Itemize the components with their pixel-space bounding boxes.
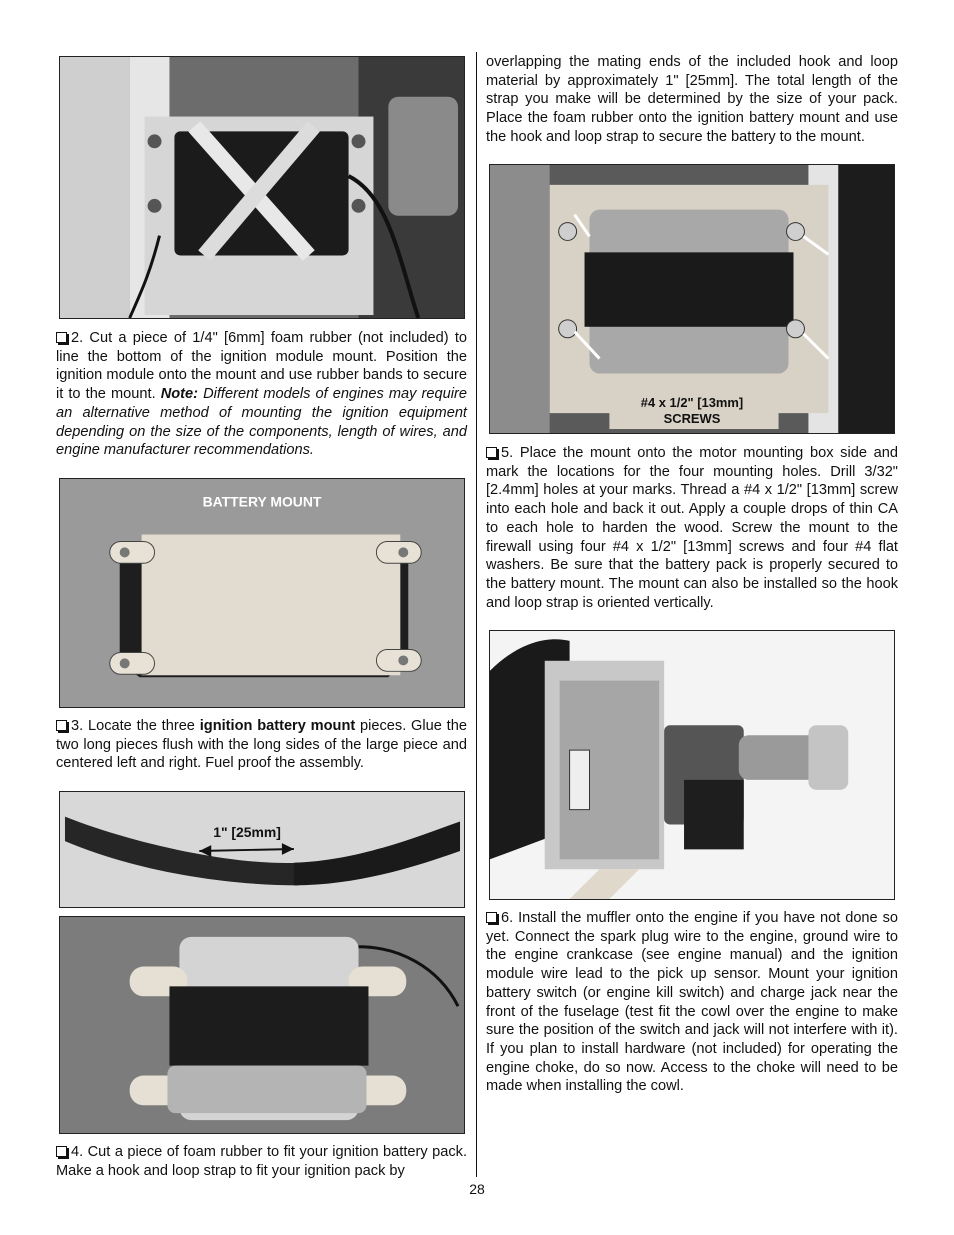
- page-number: 28: [469, 1181, 485, 1197]
- battery-strapped-photo: [59, 916, 465, 1134]
- step-4-continued-text: overlapping the mating ends of the included hook and loop material by approximately 1" [25mm]. The total length of the strap you make will be determined by the size of your pack. Place the foam rubber onto the ignition battery mount and use the hook and loop strap to secure the battery to the mount.: [486, 54, 898, 145]
- mount-screws-photo: [489, 164, 895, 434]
- step-3-text: 3. Locate the three ignition battery mount pieces. Glue the two long pieces flush with the long sides of the large piece and centered left and right. Fuel proof the assembly.: [56, 718, 467, 772]
- strap-photo: [59, 791, 465, 908]
- strap-dimension-label: 1" [25mm]: [213, 824, 281, 841]
- checkbox-icon[interactable]: [486, 447, 497, 458]
- ignition-module-photo: [59, 56, 465, 319]
- step-2-text: 2. Cut a piece of 1/4" [6mm] foam rubber (not included) to line the bottom of the ignition module mount. Position the ignition module onto the mount and use rubber bands to secure it to the mount. Note: Different models of engines may require an alternative method of mounting the ignition equipment depending on the size of the components, length of wires, and engine manufacturer recommendations.: [56, 330, 467, 459]
- engine-photo: [489, 630, 895, 900]
- battery-mount-photo: [59, 478, 465, 708]
- checkbox-icon[interactable]: [56, 332, 67, 343]
- column-divider: [476, 52, 477, 1177]
- screws-caption-line1: #4 x 1/2" [13mm]: [640, 395, 744, 411]
- step-6-text: 6. Install the muffler onto the engine if you have not done so yet. Connect the spark plug wire to the engine, ground wire to the engine crankcase (see engine manual) and the ignition module wire lead to the pick up sensor. Mount your ignition battery switch (or engine kill switch) and charge jack near the front of the fuselage (test fit the cowl over the engine to make sure the position of the switch and jack will not interfere with it). If you plan to install hardware (not included) for operating the engine choke, do so now. Access to the choke will need to be made when installing the cowl.: [486, 910, 898, 1095]
- step-4-text: 4. Cut a piece of foam rubber to fit your ignition battery pack. Make a hook and loop strap to fit your ignition pack by: [56, 1144, 467, 1179]
- checkbox-icon[interactable]: [56, 720, 67, 731]
- checkbox-icon[interactable]: [56, 1146, 67, 1157]
- battery-mount-caption: BATTERY MOUNT: [202, 493, 322, 510]
- checkbox-icon[interactable]: [486, 912, 497, 923]
- step-5-text: 5. Place the mount onto the motor mounting box side and mark the locations for the four mounting holes. Drill 3/32" [2.4mm] holes at your marks. Thread a #4 x 1/2" [13mm] screw into each hole and back it out. Apply a couple drops of thin CA to each hole to harden the wood. Screw the mount to the firewall using four #4 x 1/2" [13mm] screws and four #4 flat washers. Be sure that the battery pack is properly secured to the battery mount. The mount can also be installed so the hook and loop strap is oriented vertically.: [486, 445, 898, 611]
- screws-caption-line2: SCREWS: [663, 411, 721, 427]
